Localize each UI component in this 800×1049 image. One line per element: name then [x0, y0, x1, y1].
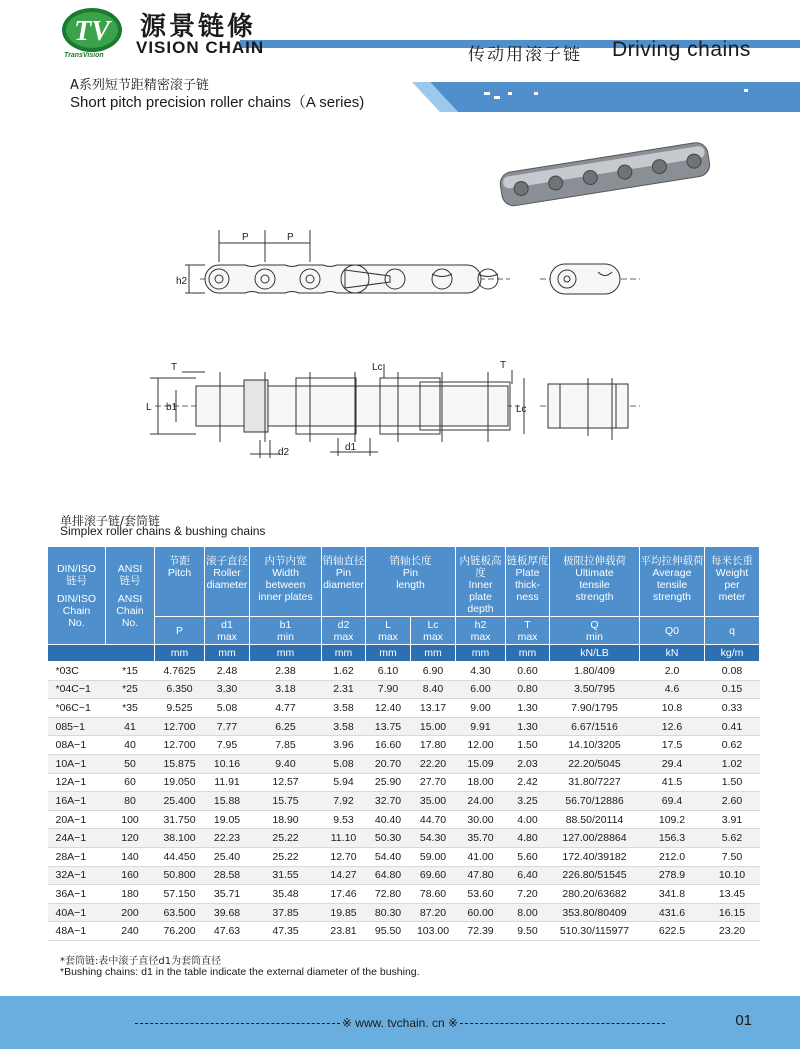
unit-cell: kN/LB — [550, 645, 640, 662]
table-cell: 7.95 — [205, 736, 250, 755]
table-cell: 140 — [106, 847, 155, 866]
table-cell: 156.3 — [640, 829, 705, 848]
table-cell: 1.30 — [506, 717, 550, 736]
table-cell: 5.60 — [506, 847, 550, 866]
table-cell: 0.08 — [705, 662, 760, 681]
table-cell: 39.68 — [205, 903, 250, 922]
table-cell: 15.875 — [155, 754, 205, 773]
table-cell: 38.100 — [155, 829, 205, 848]
table-cell: 4.77 — [250, 699, 322, 718]
table-cell: 16.15 — [705, 903, 760, 922]
col-header-avg-tensile: 平均拉伸载荷 Average tensile strength — [640, 547, 705, 617]
table-cell: 11.10 — [322, 829, 366, 848]
table-cell: 47.80 — [456, 866, 506, 885]
table-cell: 622.5 — [640, 922, 705, 941]
symbol-cell: d1 max — [205, 617, 250, 645]
table-cell: 226.80/51545 — [550, 866, 640, 885]
table-cell: 53.60 — [456, 885, 506, 904]
svg-text:TV: TV — [74, 16, 110, 47]
table-cell: 25.90 — [366, 773, 411, 792]
table-cell: 5.62 — [705, 829, 760, 848]
table-cell: 29.4 — [640, 754, 705, 773]
table-cell: 6.350 — [155, 680, 205, 699]
table-cell: 15.88 — [205, 792, 250, 811]
table-cell: 28.58 — [205, 866, 250, 885]
table-cell: 12.70 — [322, 847, 366, 866]
table-cell: 17.80 — [411, 736, 456, 755]
table-cell: 50.800 — [155, 866, 205, 885]
footer-divider-right — [460, 1023, 665, 1024]
table-cell: 6.90 — [411, 662, 456, 681]
symbol-cell: P — [155, 617, 205, 645]
table-cell: 180 — [106, 885, 155, 904]
table-cell: 4.80 — [506, 829, 550, 848]
table-cell: 12.700 — [155, 717, 205, 736]
table-cell: 50.30 — [366, 829, 411, 848]
table-cell: 40 — [106, 736, 155, 755]
table-cell: 56.70/12886 — [550, 792, 640, 811]
table-cell: 7.50 — [705, 847, 760, 866]
table-cell: 127.00/28864 — [550, 829, 640, 848]
table-cell: 23.81 — [322, 922, 366, 941]
table-cell: 9.40 — [250, 754, 322, 773]
symbol-row — [48, 617, 760, 645]
unit-cell: mm — [366, 645, 411, 662]
table-cell: 35.00 — [411, 792, 456, 811]
table-cell: 5.08 — [205, 699, 250, 718]
table-row — [48, 754, 760, 773]
table-row — [48, 792, 760, 811]
table-cell: 7.92 — [322, 792, 366, 811]
brand-name-en: VISION CHAIN — [136, 38, 265, 57]
table-cell: *03C — [48, 662, 106, 681]
table-cell: 1.80/409 — [550, 662, 640, 681]
chain-end-view — [540, 264, 640, 294]
table-row — [48, 662, 760, 681]
table-cell: 0.33 — [705, 699, 760, 718]
logo-subtitle: TransVision — [64, 52, 104, 59]
table-cell: 15.75 — [250, 792, 322, 811]
svg-text:h2: h2 — [176, 276, 188, 287]
table-cell: 18.00 — [456, 773, 506, 792]
table-row — [48, 810, 760, 829]
table-cell: 5.08 — [322, 754, 366, 773]
table-cell: 25.400 — [155, 792, 205, 811]
table-cell: 13.75 — [366, 717, 411, 736]
table-cell: 6.40 — [506, 866, 550, 885]
table-cell: 6.25 — [250, 717, 322, 736]
footer-website-link[interactable]: ※ www. tvchain. cn ※ — [341, 1016, 459, 1030]
table-cell: 22.23 — [205, 829, 250, 848]
table-cell: 8.40 — [411, 680, 456, 699]
table-cell: 80 — [106, 792, 155, 811]
col-header-tensile: 极限拉伸载荷 Ultimate tensile strength — [550, 547, 640, 617]
brand-logo — [60, 6, 124, 58]
table-cell: 32A−1 — [48, 866, 106, 885]
table-cell: 5.94 — [322, 773, 366, 792]
table-cell: 57.150 — [155, 885, 205, 904]
table-cell: 12.700 — [155, 736, 205, 755]
table-cell: 88.50/20114 — [550, 810, 640, 829]
table-cell: 120 — [106, 829, 155, 848]
svg-text:P: P — [242, 232, 249, 243]
table-cell: 3.25 — [506, 792, 550, 811]
table-cell: 2.42 — [506, 773, 550, 792]
table-cell: 9.53 — [322, 810, 366, 829]
table-cell: 1.02 — [705, 754, 760, 773]
svg-text:d2: d2 — [278, 447, 290, 458]
table-cell: 95.50 — [366, 922, 411, 941]
table-cell: 20A−1 — [48, 810, 106, 829]
table-cell: 08A−1 — [48, 736, 106, 755]
svg-text:T: T — [500, 360, 507, 371]
table-cell: 78.60 — [411, 885, 456, 904]
table-cell: 4.7625 — [155, 662, 205, 681]
table-cell: 44.450 — [155, 847, 205, 866]
table-row — [48, 773, 760, 792]
table-cell: 10.10 — [705, 866, 760, 885]
table-cell: 2.31 — [322, 680, 366, 699]
symbol-cell: b1 min — [250, 617, 322, 645]
svg-text:L: L — [146, 402, 152, 413]
symbol-cell: h2 max — [456, 617, 506, 645]
table-cell: 13.45 — [705, 885, 760, 904]
page-number: 01 — [735, 1012, 752, 1029]
table-cell: 2.03 — [506, 754, 550, 773]
brand-name-cn: 源景链條 — [140, 12, 257, 42]
col-header-roller: 滚子直径 Roller diameter — [205, 547, 250, 617]
series-title-en: Short pitch precision roller chains（A series) — [70, 94, 365, 111]
unit-cell: mm — [205, 645, 250, 662]
table-cell: 60.00 — [456, 903, 506, 922]
catalog-title-en: Driving chains — [612, 38, 751, 61]
table-cell: 431.6 — [640, 903, 705, 922]
table-cell: 1.62 — [322, 662, 366, 681]
col-header-din: DIN/ISO 链号 DIN/ISO Chain No. — [48, 547, 106, 645]
table-cell: 18.90 — [250, 810, 322, 829]
table-cell: *35 — [106, 699, 155, 718]
spec-table — [47, 546, 760, 941]
table-cell: 19.05 — [205, 810, 250, 829]
table-cell: 172.40/39182 — [550, 847, 640, 866]
table-cell: 4.00 — [506, 810, 550, 829]
table-cell: 3.58 — [322, 699, 366, 718]
table-cell: 0.15 — [705, 680, 760, 699]
table-cell: *04C−1 — [48, 680, 106, 699]
unit-cell: mm — [250, 645, 322, 662]
table-cell: 16.60 — [366, 736, 411, 755]
table-cell: 9.50 — [506, 922, 550, 941]
table-cell: 510.30/115977 — [550, 922, 640, 941]
table-cell: 40.40 — [366, 810, 411, 829]
table-cell: 7.90 — [366, 680, 411, 699]
table-cell: 9.91 — [456, 717, 506, 736]
table-row — [48, 680, 760, 699]
table-cell: 64.80 — [366, 866, 411, 885]
symbol-cell: Q min — [550, 617, 640, 645]
table-row — [48, 866, 760, 885]
table-cell: 280.20/63682 — [550, 885, 640, 904]
table-cell: 3.30 — [205, 680, 250, 699]
table-cell: 7.77 — [205, 717, 250, 736]
section-title-cn: 单排滚子链/套筒链 — [60, 514, 161, 528]
table-cell: 160 — [106, 866, 155, 885]
table-cell: 19.050 — [155, 773, 205, 792]
table-cell: 54.30 — [411, 829, 456, 848]
svg-text:P: P — [287, 232, 294, 243]
table-cell: 31.80/7227 — [550, 773, 640, 792]
unit-cell: mm — [456, 645, 506, 662]
table-cell: 32.70 — [366, 792, 411, 811]
table-cell: 63.500 — [155, 903, 205, 922]
table-cell: 10A−1 — [48, 754, 106, 773]
page-header — [0, 0, 800, 112]
svg-text:d1: d1 — [345, 442, 357, 453]
table-row — [48, 736, 760, 755]
table-cell: 47.35 — [250, 922, 322, 941]
table-cell: 35.70 — [456, 829, 506, 848]
symbol-cell: T max — [506, 617, 550, 645]
table-cell: 41.5 — [640, 773, 705, 792]
table-cell: 69.4 — [640, 792, 705, 811]
table-cell: 3.18 — [250, 680, 322, 699]
svg-text:Lc: Lc — [516, 404, 527, 415]
unit-cell: mm — [411, 645, 456, 662]
table-cell: 341.8 — [640, 885, 705, 904]
table-cell: 12.00 — [456, 736, 506, 755]
col-header-weight: 每米长重 Weight per meter — [705, 547, 760, 617]
table-cell: 69.60 — [411, 866, 456, 885]
table-cell: 6.10 — [366, 662, 411, 681]
technical-drawings — [0, 112, 800, 512]
table-cell: 15.09 — [456, 754, 506, 773]
table-cell: 12.40 — [366, 699, 411, 718]
svg-text:T: T — [171, 362, 178, 373]
table-cell: 59.00 — [411, 847, 456, 866]
table-cell: 14.10/3205 — [550, 736, 640, 755]
note-cn: *套筒链:表中滚子直径d1为套筒直径 — [60, 956, 222, 967]
table-cell: 20.70 — [366, 754, 411, 773]
table-cell: 12A−1 — [48, 773, 106, 792]
table-cell: 200 — [106, 903, 155, 922]
table-cell: 2.60 — [705, 792, 760, 811]
col-header-ansi: ANSI 链号 ANSI Chain No. — [106, 547, 155, 645]
table-cell: 7.85 — [250, 736, 322, 755]
table-cell: 15.00 — [411, 717, 456, 736]
table-row — [48, 903, 760, 922]
table-cell: 41 — [106, 717, 155, 736]
svg-text:b1: b1 — [166, 402, 178, 413]
table-cell: 0.62 — [705, 736, 760, 755]
table-cell: 87.20 — [411, 903, 456, 922]
unit-cell: mm — [155, 645, 205, 662]
table-cell: 085−1 — [48, 717, 106, 736]
table-cell: 4.30 — [456, 662, 506, 681]
chain-section-view — [540, 378, 640, 440]
table-cell: 0.80 — [506, 680, 550, 699]
table-cell: 41.00 — [456, 847, 506, 866]
table-cell: 19.85 — [322, 903, 366, 922]
table-cell: 40A−1 — [48, 903, 106, 922]
unit-cell: mm — [506, 645, 550, 662]
table-cell: 25.40 — [205, 847, 250, 866]
table-cell: 25.22 — [250, 829, 322, 848]
table-cell: 240 — [106, 922, 155, 941]
symbol-cell: q — [705, 617, 760, 645]
table-cell: 36A−1 — [48, 885, 106, 904]
table-cell: 8.00 — [506, 903, 550, 922]
table-cell: 2.48 — [205, 662, 250, 681]
col-header-pitch: 节距 Pitch — [155, 547, 205, 617]
table-cell: 17.5 — [640, 736, 705, 755]
table-cell: *25 — [106, 680, 155, 699]
table-cell: 12.6 — [640, 717, 705, 736]
table-cell: 10.8 — [640, 699, 705, 718]
table-cell: 37.85 — [250, 903, 322, 922]
unit-cell: mm — [322, 645, 366, 662]
table-cell: 24.00 — [456, 792, 506, 811]
chain-top-view — [146, 360, 527, 458]
table-cell: 16A−1 — [48, 792, 106, 811]
table-cell: 100 — [106, 810, 155, 829]
symbol-cell: Lc max — [411, 617, 456, 645]
table-cell: 3.58 — [322, 717, 366, 736]
table-cell: 35.48 — [250, 885, 322, 904]
table-cell: 103.00 — [411, 922, 456, 941]
table-row — [48, 699, 760, 718]
table-cell: 23.20 — [705, 922, 760, 941]
table-cell: 17.46 — [322, 885, 366, 904]
table-cell: 48A−1 — [48, 922, 106, 941]
table-cell: 1.30 — [506, 699, 550, 718]
col-header-plate-thickness: 链板厚度 Plate thick- ness — [506, 547, 550, 617]
table-cell: 212.0 — [640, 847, 705, 866]
chain-product-photo — [499, 141, 712, 207]
symbol-cell: L max — [366, 617, 411, 645]
table-cell: 25.22 — [250, 847, 322, 866]
page-footer — [0, 996, 800, 1049]
table-cell: 80.30 — [366, 903, 411, 922]
table-cell: 0.41 — [705, 717, 760, 736]
note-en: *Bushing chains: d1 in the table indicate the external diameter of the bushing. — [60, 966, 420, 978]
chain-side-view — [176, 230, 510, 293]
table-cell: 1.50 — [506, 736, 550, 755]
col-header-inner-plate: 内链板高度 Inner plate depth — [456, 547, 506, 617]
table-cell: 353.80/80409 — [550, 903, 640, 922]
table-cell: *15 — [106, 662, 155, 681]
table-cell: *06C−1 — [48, 699, 106, 718]
table-row — [48, 922, 760, 941]
table-cell: 1.50 — [705, 773, 760, 792]
table-cell: 31.55 — [250, 866, 322, 885]
table-row — [48, 829, 760, 848]
table-cell: 3.91 — [705, 810, 760, 829]
table-cell: 72.80 — [366, 885, 411, 904]
col-header-width: 内节内宽 Width between inner plates — [250, 547, 322, 617]
table-cell: 10.16 — [205, 754, 250, 773]
table-cell: 31.750 — [155, 810, 205, 829]
unit-cell: kg/m — [705, 645, 760, 662]
unit-cell: kN — [640, 645, 705, 662]
table-cell: 13.17 — [411, 699, 456, 718]
table-row — [48, 717, 760, 736]
table-cell: 76.200 — [155, 922, 205, 941]
table-cell: 72.39 — [456, 922, 506, 941]
table-cell: 12.57 — [250, 773, 322, 792]
table-row — [48, 885, 760, 904]
col-header-pin-diameter: 销轴直径 Pin diameter — [322, 547, 366, 617]
col-header-pin-length: 销轴长度 Pin length — [366, 547, 456, 617]
table-cell: 44.70 — [411, 810, 456, 829]
table-cell: 4.6 — [640, 680, 705, 699]
table-cell: 6.00 — [456, 680, 506, 699]
table-cell: 278.9 — [640, 866, 705, 885]
table-cell: 2.0 — [640, 662, 705, 681]
table-cell: 35.71 — [205, 885, 250, 904]
table-cell: 9.525 — [155, 699, 205, 718]
table-cell: 6.67/1516 — [550, 717, 640, 736]
symbol-cell: d2 max — [322, 617, 366, 645]
table-cell: 22.20 — [411, 754, 456, 773]
table-cell: 50 — [106, 754, 155, 773]
unit-blank-cell — [48, 645, 155, 662]
table-cell: 2.38 — [250, 662, 322, 681]
table-cell: 3.96 — [322, 736, 366, 755]
table-cell: 109.2 — [640, 810, 705, 829]
table-cell: 28A−1 — [48, 847, 106, 866]
symbol-cell: Q0 — [640, 617, 705, 645]
spec-table-body — [48, 662, 760, 941]
svg-text:Lc: Lc — [372, 362, 383, 373]
section-title-en: Simplex roller chains & bushing chains — [60, 524, 266, 538]
series-title-cn: A系列短节距精密滚子链 — [70, 78, 209, 93]
table-cell: 60 — [106, 773, 155, 792]
table-cell: 11.91 — [205, 773, 250, 792]
table-cell: 3.50/795 — [550, 680, 640, 699]
table-cell: 7.90/1795 — [550, 699, 640, 718]
table-cell: 22.20/5045 — [550, 754, 640, 773]
table-cell: 47.63 — [205, 922, 250, 941]
unit-row — [48, 645, 760, 662]
table-cell: 14.27 — [322, 866, 366, 885]
table-cell: 9.00 — [456, 699, 506, 718]
table-cell: 54.40 — [366, 847, 411, 866]
table-cell: 24A−1 — [48, 829, 106, 848]
table-cell: 7.20 — [506, 885, 550, 904]
table-cell: 30.00 — [456, 810, 506, 829]
table-row — [48, 847, 760, 866]
catalog-title-cn: 传动用滚子链 — [468, 45, 582, 65]
table-cell: 0.60 — [506, 662, 550, 681]
table-cell: 27.70 — [411, 773, 456, 792]
